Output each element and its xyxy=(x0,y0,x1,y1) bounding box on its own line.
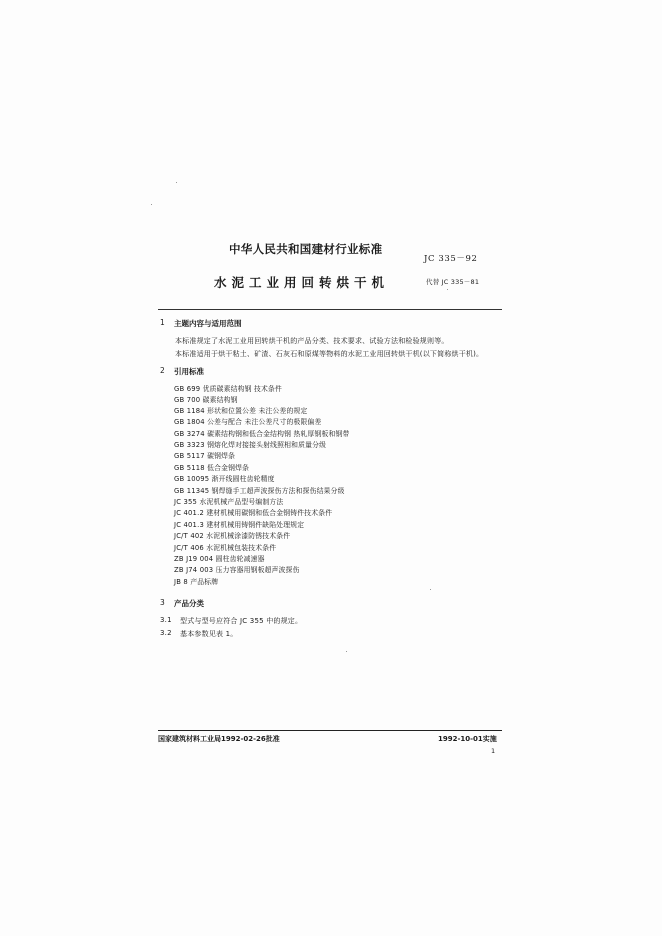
reference-item: GB 5118 低合金钢焊条 xyxy=(174,464,250,472)
page-number: 1 xyxy=(491,747,496,755)
reference-item: GB 700 碳素结构钢 xyxy=(174,396,238,404)
reference-item: GB 1804 公差与配合 未注公差尺寸的极限偏差 xyxy=(174,418,322,426)
section-1-number: 1 xyxy=(160,318,165,327)
reference-item: GB 699 优质碳素结构钢 技术条件 xyxy=(174,385,282,393)
scan-speck xyxy=(346,651,347,652)
section-2-heading: 引用标准 xyxy=(174,367,204,376)
section-3-number: 3 xyxy=(160,598,165,607)
reference-item: JB 8 产品标牌 xyxy=(174,578,219,586)
clause-text: 基本参数见表 1。 xyxy=(180,630,238,638)
reference-item: JC 355 水泥机械产品型号编制方法 xyxy=(174,498,284,506)
scan-speck xyxy=(430,589,431,590)
reference-item: GB 3323 钢熔化焊对接接头射线照相和质量分级 xyxy=(174,441,327,449)
standard-code: JC 335－92 xyxy=(424,254,478,264)
section-1-paragraph: 本标准适用于烘干粘土、矿渣、石灰石和原煤等物料的水泥工业用回转烘干机(以下简称烘干机)。 xyxy=(175,350,484,358)
section-2-number: 2 xyxy=(160,366,165,375)
section-1-paragraph: 本标准规定了水泥工业用回转烘干机的产品分类、技术要求、试验方法和检验规则等。 xyxy=(175,337,449,345)
approval-note: 国家建筑材料工业局1992-02-26批准 xyxy=(158,735,280,743)
issuing-body: 中华人民共和国建材行业标准 xyxy=(229,242,383,256)
scan-speck xyxy=(176,182,177,183)
reference-item: JC/T 406 水泥机械包装技术条件 xyxy=(174,544,277,552)
reference-item: GB 10095 渐开线圆柱齿轮精度 xyxy=(174,475,275,483)
reference-item: GB 1184 形状和位置公差 未注公差的规定 xyxy=(174,407,308,415)
clause-number: 3.2 xyxy=(160,629,172,637)
effective-date: 1992-10-01实施 xyxy=(438,735,497,743)
clause-number: 3.1 xyxy=(160,616,172,624)
reference-item: JC 401.3 建材机械用铸钢件缺陷处理规定 xyxy=(174,521,305,529)
scan-speck xyxy=(151,204,152,205)
reference-item: JC 401.2 建材机械用碳钢和低合金钢铸件技术条件 xyxy=(174,509,333,517)
section-1-heading: 主题内容与适用范围 xyxy=(174,319,242,328)
reference-item: GB 11345 钢焊缝手工超声波探伤方法和探伤结果分级 xyxy=(174,487,345,495)
footer-rule xyxy=(158,730,502,731)
document-title: 水泥工业用回转烘干机 xyxy=(214,275,390,290)
scan-speck xyxy=(447,289,448,290)
reference-item: GB 3274 碳素结构钢和低合金结构钢 热轧厚钢板和钢带 xyxy=(174,430,350,438)
reference-item: GB 5117 碳钢焊条 xyxy=(174,452,236,460)
reference-item: JC/T 402 水泥机械涂漆防锈技术条件 xyxy=(174,532,291,540)
header-rule xyxy=(158,309,502,310)
replaces-note: 代替 JC 335－81 xyxy=(426,278,480,286)
reference-item: ZB J74 003 压力容器用钢板超声波探伤 xyxy=(174,566,300,574)
reference-item: ZB J19 004 圆柱齿轮减速器 xyxy=(174,555,265,563)
section-3-heading: 产品分类 xyxy=(174,599,204,608)
clause-text: 型式与型号应符合 JC 355 中的规定。 xyxy=(180,617,303,625)
